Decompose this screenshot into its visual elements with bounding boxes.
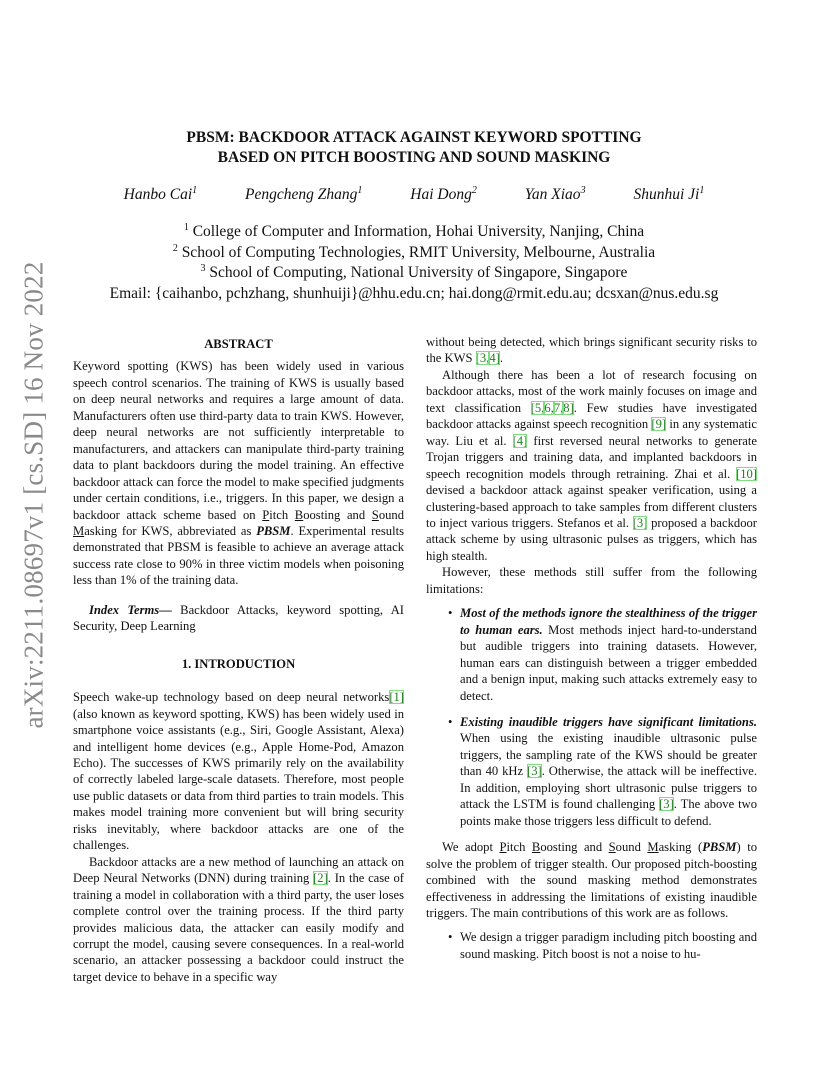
list-item: • Most of the methods ignore the stealthiness of the trigger to human ears. Most methods inject hard-to-understand but audible triggers into training datasets. However, human ears can distinguish between a trigger embedded and a benign input, making such attacks extremely easy to detect. bbox=[460, 605, 757, 704]
intro-paragraph: Speech wake-up technology based on deep neural networks[1] (also known as keyword spotting, KWS) has been widely used in smartphone voice assistants (e.g., Siri, Google Assistant, Alexa) and intelligent home devices (e.g., Apple Home-Pod, Amazon Echo). The successes of KWS primarily rely on the availability of correctly labeled large-scale datasets. Therefore, most people use public datasets or data from third parties to train models. This makes model training more convenient but will bring security risks inevitably, where backdoor attacks are one of the challenges. bbox=[73, 690, 404, 853]
body-paragraph: However, these methods still suffer from the following limitations: bbox=[426, 565, 757, 596]
author: Shunhui Ji$^1$ bbox=[633, 184, 705, 203]
citation-link[interactable]: [3] bbox=[527, 764, 542, 779]
body-paragraph: Although there has been a lot of research focusing on backdoor attacks, most of the work mainly focuses on image and text classification [5,6,7,8]. Few studies have investigated backdoor attacks against speech recognition [9] in any systematic way. Liu et al. [4] first reversed neural networks to generate Trojan triggers and training data, and implanted backdoors in speech recognition models through retraining. Zhai et al. [10] devised a backdoor attack against speaker verification, using a clustering-based approach to take samples from different clusters to inject various triggers. Stefanos et al. [3] proposed a backdoor attack scheme by using ultrasonic pulses as triggers, which has high stealth. bbox=[426, 367, 758, 563]
citation-link[interactable]: [3, bbox=[475, 351, 490, 366]
affiliation: $^3$ School of Computing, National University of Singapore, Singapore bbox=[200, 262, 628, 281]
title-line-1: PBSM: BACKDOOR ATTACK AGAINST KEYWORD SPOTTING bbox=[186, 129, 642, 146]
index-terms: Index Terms— Backdoor Attacks, keyword spotting, AI Security, Deep Learning bbox=[73, 602, 404, 634]
citation-link[interactable]: [2] bbox=[313, 871, 328, 886]
citation-link[interactable]: 7, bbox=[553, 400, 564, 415]
citation-link[interactable]: [9] bbox=[651, 417, 667, 432]
right-column bbox=[426, 334, 757, 962]
affiliation: $^1$ College of Computer and Information, Hohai University, Nanjing, China bbox=[183, 221, 645, 240]
citation-link[interactable]: 8] bbox=[563, 400, 574, 415]
abstract-text: Keyword spotting (KWS) has been widely used in various speech control scenarios. The training of KWS is usually based on deep neural networks and requires a large amount of data. Manufacturers often use third-party data to train KWS. However, deep neural networks are not sufficiently interpretable to manufacturers, and attackers can manipulate third-party training data to plant backdoors during the model training. An effective backdoor attack can force the model to make specified judgments under certain conditions, i.e., triggers. In this paper, we design a backdoor attack scheme based on Pitch Boosting and Sound Masking for KWS, abbreviated as PBSM. Experimental results demonstrated that PBSM is feasible to achieve an average attack success rate close to 90% in three victim models when poisoning less than 1% of the training data. bbox=[73, 359, 404, 588]
paper-title bbox=[0, 128, 828, 168]
citation-link[interactable]: [10] bbox=[736, 466, 757, 481]
affiliations bbox=[0, 222, 828, 304]
list-item: • Existing inaudible triggers have significant limitations. When using the existing inaudible ultrasonic pulse triggers, the sampling rate of the KWS should be greater than 40 kHz [3]. Otherwise, the attack will be ineffective. In addition, employing short ultrasonic pulse triggers to attack the LSTM is found challenging [3]. The above two points make those triggers less difficult to defend. bbox=[460, 714, 757, 829]
title-line-2: BASED ON PITCH BOOSTING AND SOUND MASKING bbox=[217, 149, 611, 166]
citation-link[interactable]: [4] bbox=[512, 433, 528, 448]
citation-link[interactable]: [3] bbox=[659, 797, 674, 812]
author: Yan Xiao$^3$ bbox=[524, 184, 586, 203]
author: Pengcheng Zhang$^1$ bbox=[245, 184, 363, 203]
section-heading-introduction: 1. INTRODUCTION bbox=[181, 656, 296, 671]
citation-link[interactable]: [1] bbox=[389, 690, 404, 705]
citation-link[interactable]: [5, bbox=[530, 400, 545, 415]
author: Hanbo Cai$^1$ bbox=[123, 184, 198, 203]
contributions-list bbox=[426, 929, 757, 962]
author: Hai Dong$^2$ bbox=[410, 184, 477, 203]
body-paragraph: We adopt Pitch Boosting and Sound Masking (PBSM) to solve the problem of trigger stealth. Our proposed pitch-boosting combined with the sound masking method demonstrates effectiveness in addressing the limitations of existing inaudible triggers. The main contributions of this work are as follows. bbox=[426, 840, 758, 920]
author-list bbox=[0, 186, 828, 204]
affiliation: $^2$ School of Computing Technologies, RMIT University, Melbourne, Australia bbox=[172, 242, 656, 261]
citation-link[interactable]: 6, bbox=[544, 400, 554, 415]
citation-link[interactable]: 4] bbox=[489, 351, 500, 366]
abstract-heading: ABSTRACT bbox=[204, 337, 273, 351]
arxiv-sidebar bbox=[16, 245, 52, 745]
limitations-list bbox=[426, 605, 757, 829]
email-line: Email: {caihanbo, pchzhang, shunhuiji}@hhu.edu.cn; hai.dong@rmit.edu.au; dcsxan@nus.edu.sg bbox=[109, 284, 719, 302]
body-paragraph: without being detected, which brings significant security risks to the KWS [3,4]. bbox=[426, 335, 757, 366]
list-item: • We design a trigger paradigm including pitch boosting and sound masking. Pitch boost is not a noise to hu- bbox=[460, 929, 757, 962]
citation-link[interactable]: [3] bbox=[632, 515, 648, 530]
arxiv-id[interactable]: arXiv:2211.08697v1 [cs.SD] 16 Nov 2022 bbox=[18, 261, 49, 729]
intro-paragraph: Backdoor attacks are a new method of launching an attack on Deep Neural Networks (DNN) during training [2]. In the case of training a model in collaboration with a third party, the user loses complete control over the training process. If the third party provides malicious data, the attacker can easily modify and corrupt the model, causing severe consequences. In a real-world scenario, an attacker possessing a backdoor could instruct the target device to behave in a specific way bbox=[73, 854, 405, 984]
left-column bbox=[73, 336, 404, 985]
